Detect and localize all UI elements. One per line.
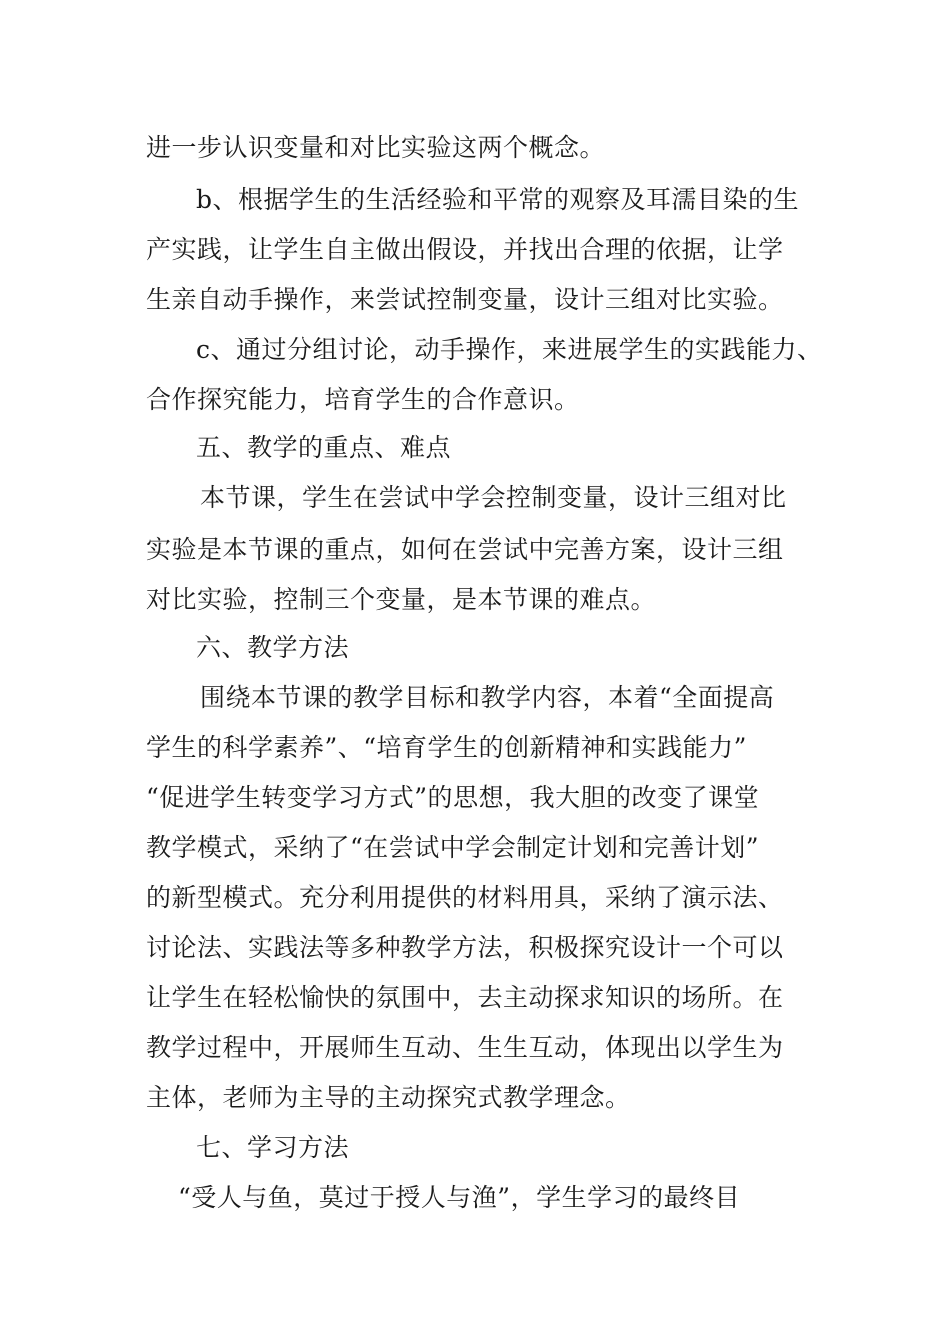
paragraph-line: b、根据学生的生活经验和平常的观察及耳濡目染的生 bbox=[196, 185, 800, 214]
paragraph-line: 生亲自动手操作，来尝试控制变量，设计三组对比实验。 bbox=[146, 285, 784, 314]
paragraph-line: 学生的科学素养”、“培育学生的创新精神和实践能力” bbox=[146, 733, 747, 762]
paragraph-line: “受人与鱼，莫过于授人与渔”，学生学习的最终目 bbox=[178, 1183, 741, 1212]
paragraph-line: 讨论法、实践法等多种教学方法，积极探究设计一个可以 bbox=[146, 933, 784, 962]
section-heading: 五、教学的重点、难点 bbox=[196, 433, 452, 462]
paragraph-line: 的新型模式。充分利用提供的材料用具，采纳了演示法、 bbox=[146, 883, 784, 912]
paragraph-line: 进一步认识变量和对比实验这两个概念。 bbox=[146, 133, 606, 162]
paragraph-line: “促进学生转变学习方式”的思想，我大胆的改变了课堂 bbox=[146, 783, 760, 812]
paragraph-line: 围绕本节课的教学目标和教学内容，本着“全面提高 bbox=[200, 683, 775, 712]
section-heading: 六、教学方法 bbox=[196, 633, 350, 662]
paragraph-line: 教学模式，采纳了“在尝试中学会制定计划和完善计划” bbox=[146, 833, 760, 862]
paragraph-line: 合作探究能力，培育学生的合作意识。 bbox=[146, 385, 580, 414]
paragraph-line: 让学生在轻松愉快的氛围中，去主动探求知识的场所。在 bbox=[146, 983, 784, 1012]
paragraph-line: 产实践，让学生自主做出假设，并找出合理的依据，让学 bbox=[146, 235, 784, 264]
paragraph-line: 教学过程中，开展师生互动、生生互动，体现出以学生为 bbox=[146, 1033, 784, 1062]
paragraph-line: 主体，老师为主导的主动探究式教学理念。 bbox=[146, 1083, 631, 1112]
paragraph-line: 实验是本节课的重点，如何在尝试中完善方案，设计三组 bbox=[146, 535, 784, 564]
paragraph-line: 对比实验，控制三个变量，是本节课的难点。 bbox=[146, 585, 657, 614]
section-heading: 七、学习方法 bbox=[196, 1133, 350, 1162]
paragraph-line: c、通过分组讨论，动手操作，来进展学生的实践能力、 bbox=[196, 335, 823, 364]
paragraph-line: 本节课，学生在尝试中学会控制变量，设计三组对比 bbox=[200, 483, 787, 512]
